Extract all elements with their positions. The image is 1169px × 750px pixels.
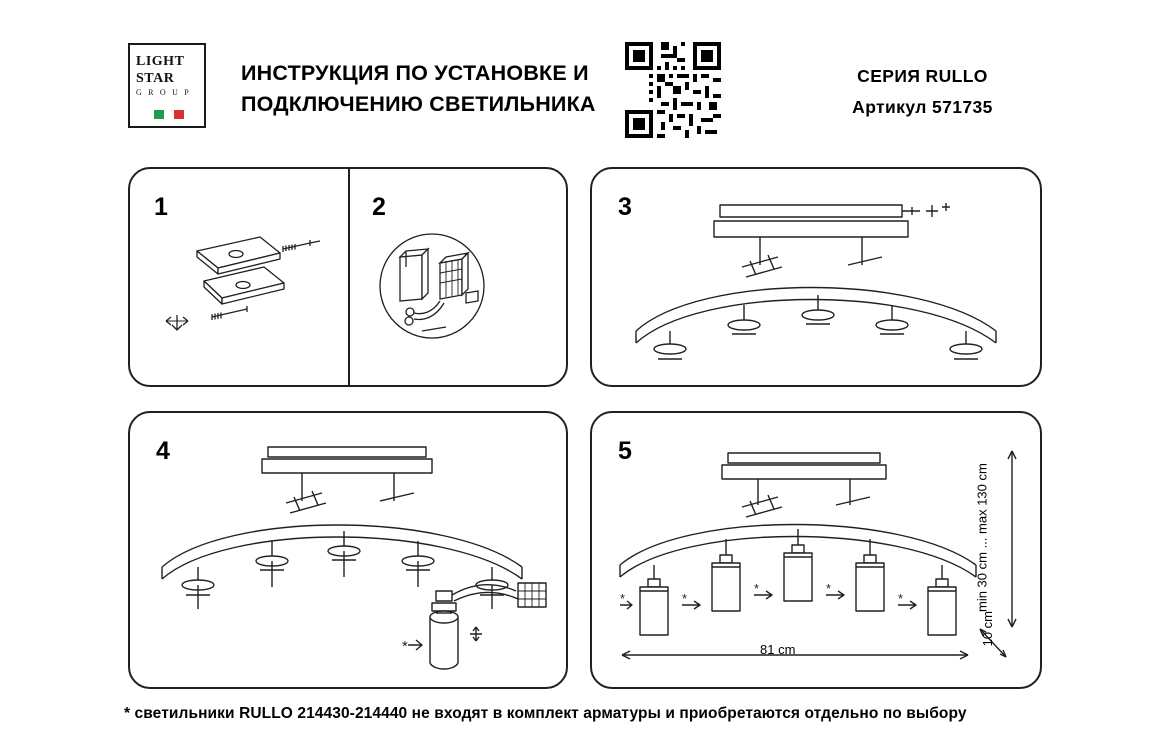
svg-text:*: * (402, 638, 408, 655)
svg-text:*: * (754, 581, 760, 596)
figure-rail-mount (610, 191, 1030, 381)
step-number-3: 3 (618, 193, 632, 221)
dimension-width-label: 81 cm (760, 642, 796, 657)
svg-text:*: * (826, 581, 832, 596)
panel-step-3 (590, 167, 1042, 387)
figure-lamp-install (146, 431, 558, 679)
svg-text:*: * (682, 591, 688, 606)
step-number-2: 2 (372, 193, 386, 221)
svg-text:*: * (898, 591, 904, 606)
qr-code-icon (625, 42, 721, 138)
page-title-line-2: ПОДКЛЮЧЕНИЮ СВЕТИЛЬНИКА (241, 92, 596, 116)
series-label: СЕРИЯ RULLO (857, 66, 988, 86)
step-number-1: 1 (154, 193, 168, 221)
logo-line-1: LIGHT (136, 54, 185, 69)
italian-flag-icon (154, 110, 184, 119)
dimension-depth-label: 10 cm (980, 611, 995, 647)
svg-text:*: * (620, 591, 626, 606)
step-number-4: 4 (156, 437, 170, 465)
panel-step-5 (590, 411, 1042, 689)
footnote: * светильники RULLO 214430-214440 не входят в комплект арматуры и приобретаются отдельно по выбору (124, 705, 967, 722)
logo-line-2: STAR (136, 71, 175, 86)
logo-group-text: G R O U P (136, 88, 191, 97)
brand-logo (128, 43, 206, 128)
page-title-line-1: ИНСТРУКЦИЯ ПО УСТАНОВКЕ И (241, 61, 589, 85)
product-info (800, 61, 1045, 123)
panel-step-4 (128, 411, 568, 689)
figure-wiring-detail (362, 231, 537, 351)
figure-bracket-install (152, 229, 342, 349)
article-label: Артикул 571735 (852, 97, 993, 117)
panel-divider (348, 169, 350, 385)
header (128, 38, 1043, 133)
figure-dimensions (606, 433, 1036, 683)
dimension-height-label: min 30 cm ... max 130 cm (974, 463, 990, 613)
step-number-5: 5 (618, 437, 632, 465)
panel-steps-1-2 (128, 167, 568, 387)
page-title (241, 58, 631, 120)
